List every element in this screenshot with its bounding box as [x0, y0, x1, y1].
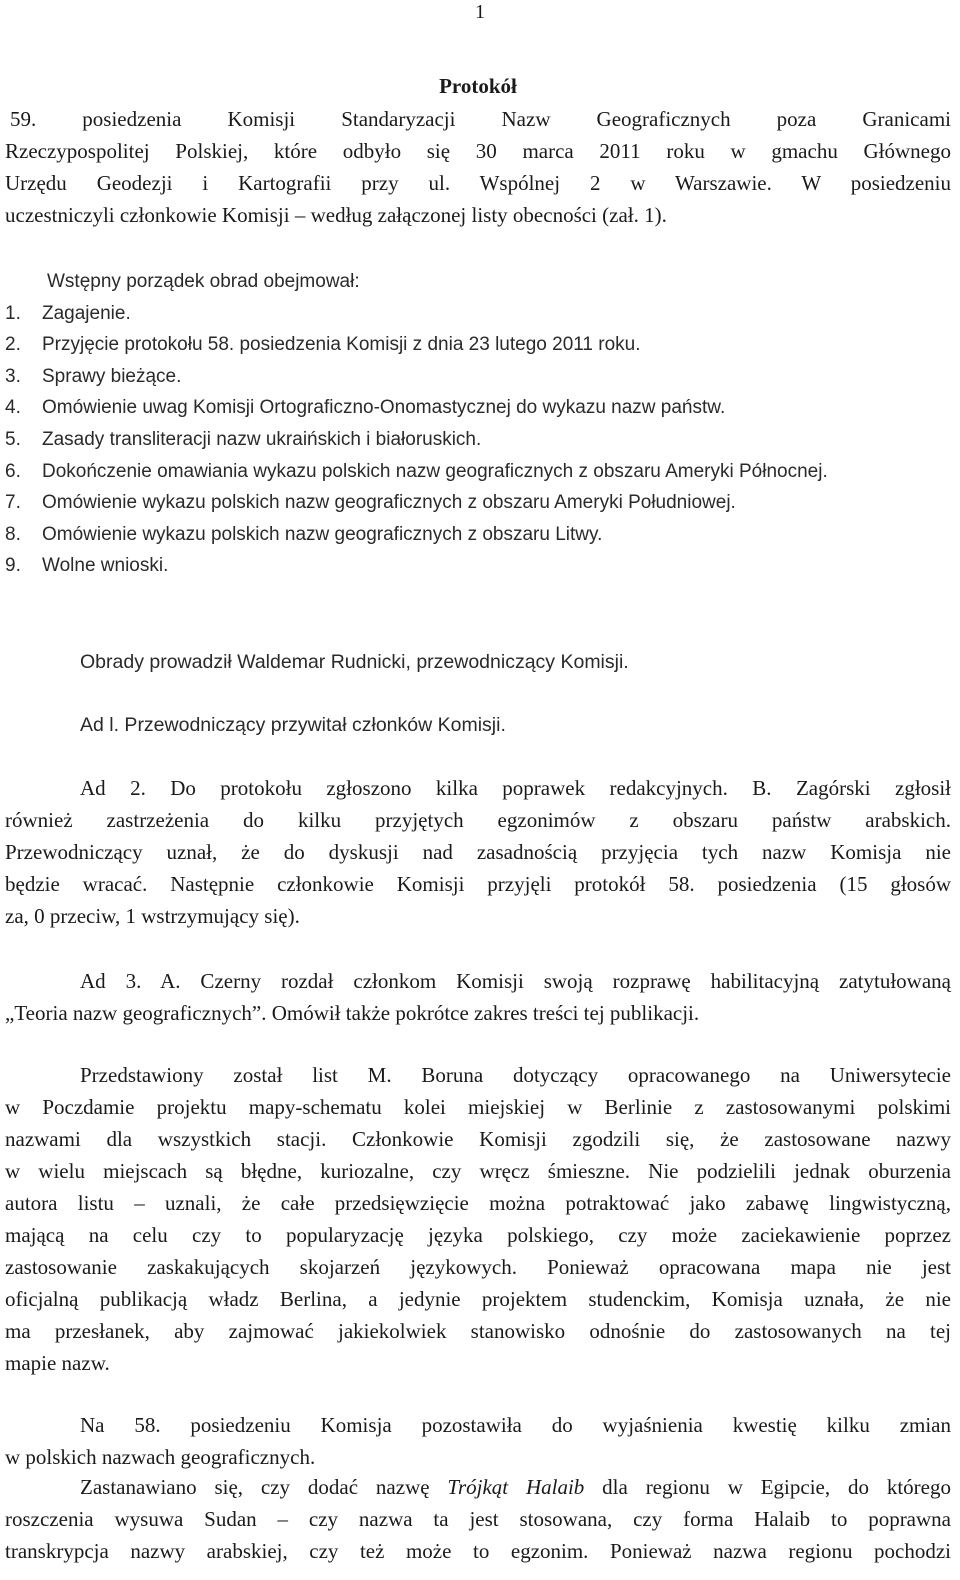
item-number: 2.: [5, 334, 21, 356]
paragraph-line: Przedstawiony został list M. Boruna dotyczący opracowanego na Uniwersytecie: [80, 1063, 951, 1087]
paragraph-line: mapie nazw.: [5, 1351, 110, 1375]
item-number: 3.: [5, 365, 21, 387]
halaib-paragraph: [5, 1471, 951, 1567]
paragraph-line: Przewodniczący uznał, że do dyskusji nad zasadnością przyjęcia tych nazw Komisja nie: [5, 840, 951, 864]
paragraph-line: oficjalną publikacją władz Berlina, a jedynie projektem studenckim, Komisja uznała, że nie: [5, 1287, 951, 1311]
intro-line: uczestniczyli członkowie Komisji – według załączonej listy obecności (zał. 1).: [5, 203, 667, 227]
item-number: 7.: [5, 492, 21, 514]
letter-paragraph: [5, 1059, 951, 1379]
italic-place-name: Trójkąt Halaib: [447, 1475, 585, 1499]
text-run: dla regionu w Egipcie, do którego: [584, 1475, 951, 1499]
paragraph-line: autora listu – uznali, że całe przedsięwzięcie można potraktować jako zabawę lingwistyczną,: [5, 1191, 951, 1215]
list-item: [5, 456, 951, 488]
paragraph-line: mającą na celu czy to popularyzację języka polskiego, czy może zaciekawienie poprzez: [5, 1223, 951, 1247]
list-item: [5, 298, 951, 330]
paragraph-line: będzie wracać. Następnie członkowie Komisji przyjęli protokół 58. posiedzenia (15 głosów: [5, 872, 951, 896]
text-run: Zastanawiano się, czy dodać nazwę: [80, 1475, 448, 1499]
agenda-list: [5, 298, 951, 582]
item-number: 6.: [5, 460, 21, 482]
agenda: [5, 266, 951, 582]
item-text: Przyjęcie protokołu 58. posiedzenia Komisji z dnia 23 lutego 2011 roku.: [42, 334, 641, 356]
item-text: Omówienie wykazu polskich nazw geograficznych z obszaru Litwy.: [42, 523, 603, 545]
paragraph-line: zastosowanie zaskakujących skojarzeń językowych. Ponieważ opracowana mapa nie jest: [5, 1255, 951, 1279]
paragraph-line: w polskich nazwach geograficznych.: [5, 1445, 316, 1469]
item-text: Zasady transliteracji nazw ukraińskich i białoruskich.: [42, 428, 482, 450]
item-text: Dokończenie omawiania wykazu polskich nazw geograficznych z obszaru Ameryki Północnej.: [42, 460, 828, 482]
intro-line: 59. posiedzenia Komisji Standaryzacji Nazw Geograficznych poza Granicami: [10, 107, 951, 131]
item-text: Wolne wnioski.: [42, 555, 169, 577]
ad1-paragraph: Ad l. Przewodniczący przywitał członków Komisji.: [80, 714, 506, 736]
ad2-paragraph: [5, 772, 951, 932]
ad3-paragraph: [5, 965, 951, 1029]
list-item: [5, 424, 951, 456]
list-item: [5, 487, 951, 519]
intro-line: Rzeczypospolitej Polskiej, które odbyło się 30 marca 2011 roku w gmachu Głównego: [5, 139, 951, 163]
item-number: 9.: [5, 555, 21, 577]
list-item: [5, 329, 951, 361]
paragraph-line: za, 0 przeciw, 1 wstrzymujący się).: [5, 904, 300, 928]
paragraph-line: „Teoria nazw geograficznych”. Omówił także pokrótce zakres treści tej publikacji.: [5, 1001, 700, 1025]
item-number: 4.: [5, 397, 21, 419]
paragraph-line: [5, 1471, 951, 1503]
list-item: [5, 361, 951, 393]
item-text: Omówienie uwag Komisji Ortograficzno-Onomastycznej do wykazu nazw państw.: [42, 397, 726, 419]
item-text: Omówienie wykazu polskich nazw geograficznych z obszaru Ameryki Południowej.: [42, 492, 736, 514]
list-item: [5, 550, 951, 582]
intro-line: Urzędu Geodezji i Kartografii przy ul. Wspólnej 2 w Warszawie. W posiedzeniu: [5, 171, 951, 195]
paragraph-line: roszczenia wysuwa Sudan – czy nazwa ta jest stosowana, czy forma Halaib to poprawna: [5, 1507, 951, 1531]
item-number: 8.: [5, 523, 21, 545]
page-number: 1: [475, 1, 485, 23]
paragraph-line: Ad 2. Do protokołu zgłoszono kilka poprawek redakcyjnych. B. Zagórski zgłosił: [80, 776, 951, 800]
paragraph-line: w Poczdamie projektu mapy-schematu kolei miejskiej w Berlinie z zastosowanymi polskimi: [5, 1095, 951, 1119]
paragraph-line: Na 58. posiedzeniu Komisja pozostawiła do wyjaśnienia kwestię kilku zmian: [80, 1413, 951, 1437]
agenda-intro: Wstępny porządek obrad obejmował:: [47, 271, 360, 292]
paragraph-line: ma przesłanek, aby zajmować jakiekolwiek stanowisko odnośnie do zastosowanych na tej: [5, 1319, 951, 1343]
paragraph-line: w wielu miejscach są błędne, kuriozalne, czy wręcz śmieszne. Nie podzielili jednak oburzenia: [5, 1159, 951, 1183]
item-text: Sprawy bieżące.: [42, 365, 182, 387]
list-item: [5, 519, 951, 551]
paragraph-line: Ad 3. A. Czerny rozdał członkom Komisji swoją rozprawę habilitacyjną zatytułowaną: [80, 969, 951, 993]
na58-paragraph: [5, 1409, 951, 1473]
paragraph-line: nazwami dla wszystkich stacji. Członkowie Komisji zgodzili się, że zastosowane nazwy: [5, 1127, 951, 1151]
item-number: 5.: [5, 428, 21, 450]
chair-paragraph: Obrady prowadził Waldemar Rudnicki, przewodniczący Komisji.: [80, 651, 629, 673]
item-number: 1.: [5, 302, 21, 324]
document-title: Protokół: [439, 74, 517, 98]
intro-paragraph: [5, 103, 951, 231]
paragraph-line: transkrypcja nazwy arabskiej, czy też może to egzonim. Ponieważ nazwa regionu pochodzi: [5, 1539, 951, 1563]
list-item: [5, 392, 951, 424]
item-text: Zagajenie.: [42, 302, 131, 324]
paragraph-line: również zastrzeżenia do kilku przyjętych egzonimów z obszaru państw arabskich.: [5, 808, 951, 832]
